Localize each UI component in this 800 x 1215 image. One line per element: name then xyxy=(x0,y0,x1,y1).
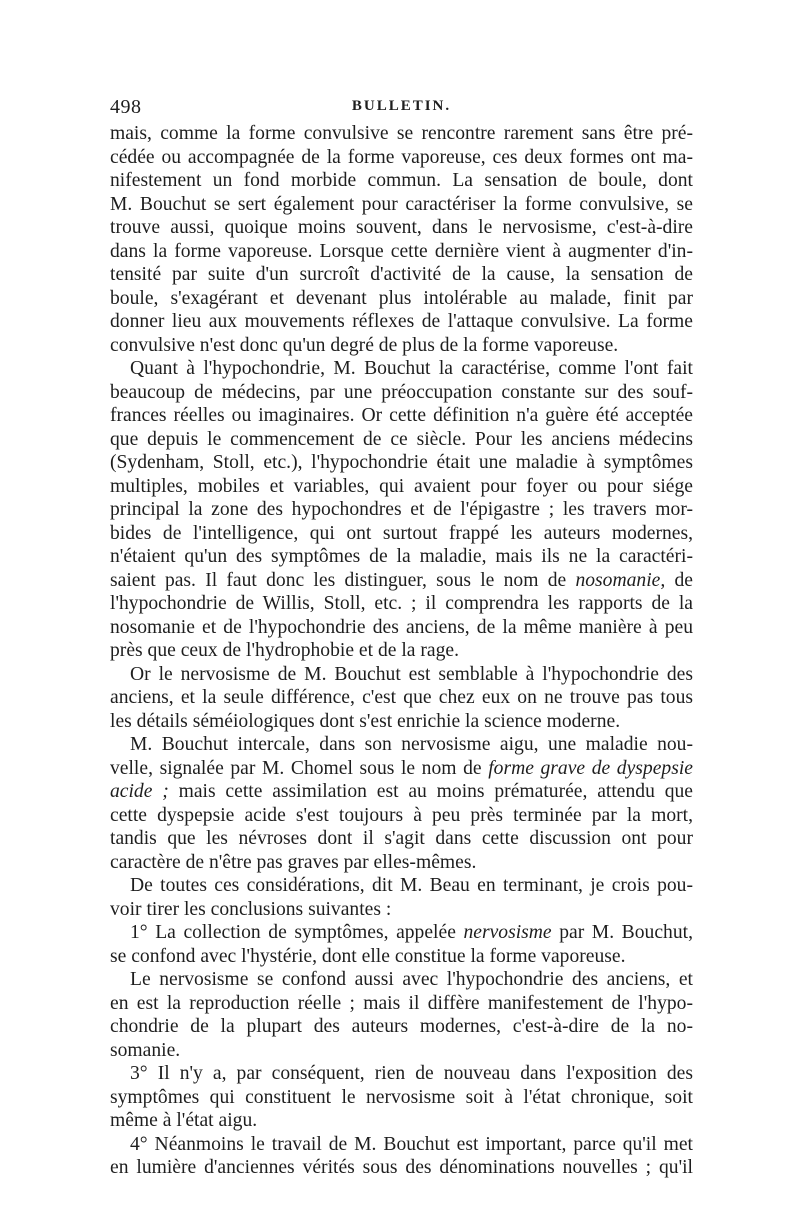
text-segment: Le nervosisme se confond aussi avec l'hypochondrie des anciens, et xyxy=(130,969,693,990)
text-line xyxy=(110,592,693,616)
text-segment: M. Bouchut se sert également pour caractériser la forme convulsive, se xyxy=(110,193,693,215)
text-segment: principal la zone des hypochondres et de l'épigastre ; les travers mor- xyxy=(110,499,693,520)
text-line xyxy=(110,945,693,969)
text-line xyxy=(110,404,693,428)
text-line xyxy=(110,1109,693,1133)
text-segment: M. Bouchut intercale, dans son nervosisme aigu, une maladie nou- xyxy=(130,734,693,755)
body-text xyxy=(110,122,693,1180)
text-segment: l'hypochondrie de Willis, Stoll, etc. ; il comprendra les rapports de la xyxy=(110,593,693,614)
text-line xyxy=(110,898,693,922)
text-segment: convulsive n'est donc qu'un degré de plus de la forme vaporeuse. xyxy=(110,334,619,356)
page-header xyxy=(110,96,693,122)
text-segment: beaucoup de médecins, par une préoccupation constante sur des souf- xyxy=(110,381,693,403)
italic-text-segment: acide ; xyxy=(110,781,169,802)
text-segment: boule, s'exagérant et devenant plus intolérable au malade, finit par xyxy=(110,287,693,309)
text-segment: donner lieu aux mouvements réflexes de l'attaque convulsive. La forme xyxy=(110,311,693,332)
text-line xyxy=(110,968,693,992)
text-segment: velle, signalée par M. Chomel sous le nom de xyxy=(110,757,489,779)
text-line xyxy=(110,428,693,452)
text-segment: anciens, et la seule différence, c'est que chez eux on ne trouve pas tous xyxy=(110,687,693,708)
italic-text-segment: nosomanie, xyxy=(575,569,666,591)
text-segment: 4° Néanmoins le travail de M. Bouchut est important, parce qu'il met xyxy=(130,1133,693,1155)
text-line xyxy=(110,1156,693,1180)
text-segment: multiples, mobiles et variables, qui avaient pour foyer ou pour siége xyxy=(110,475,693,497)
text-line xyxy=(110,310,693,334)
text-segment: De toutes ces considérations, dit M. Beau en terminant, je crois pou- xyxy=(130,875,693,896)
text-line xyxy=(110,240,693,264)
text-segment: symptômes qui constituent le nervosisme soit à l'état chronique, soit xyxy=(110,1086,693,1108)
text-line xyxy=(110,169,693,193)
text-line xyxy=(110,451,693,475)
text-line xyxy=(110,357,693,381)
text-line xyxy=(110,122,693,146)
text-segment: se confond avec l'hystérie, dont elle constitue la forme vaporeuse. xyxy=(110,945,626,967)
text-line xyxy=(110,334,693,358)
text-segment: (Sydenham, Stoll, etc.), l'hypochondrie était une maladie à symptômes xyxy=(110,452,693,473)
text-line xyxy=(110,851,693,875)
text-line xyxy=(110,1039,693,1063)
text-segment: par M. Bouchut, xyxy=(551,922,693,943)
text-segment: saient pas. Il faut donc les distinguer, sous le nom de xyxy=(110,569,576,591)
text-segment: trouve aussi, quoique moins souvent, dans le nervosisme, c'est-à-dire xyxy=(110,217,693,238)
text-segment: même à l'état aigu. xyxy=(110,1110,258,1131)
text-segment: que depuis le commencement de ce siècle. Pour les anciens médecins xyxy=(110,428,693,450)
text-line xyxy=(110,1086,693,1110)
text-line xyxy=(110,874,693,898)
text-line xyxy=(110,804,693,828)
text-segment: frances réelles ou imaginaires. Or cette définition n'a guère été acceptée xyxy=(110,405,693,426)
text-segment: tensité par suite d'un surcroît d'activité de la cause, la sensation de xyxy=(110,264,693,285)
text-line xyxy=(110,1015,693,1039)
text-line xyxy=(110,827,693,851)
text-line xyxy=(110,733,693,757)
italic-text-segment: forme grave de dyspepsie xyxy=(488,757,693,779)
text-segment: près que ceux de l'hydrophobie et de la rage. xyxy=(110,640,460,661)
text-segment: 1° La collection de symptômes, appelée xyxy=(130,922,464,943)
text-line xyxy=(110,545,693,569)
text-segment: somanie. xyxy=(110,1039,181,1061)
text-line xyxy=(110,686,693,710)
text-line xyxy=(110,216,693,240)
text-segment: dans la forme vaporeuse. Lorsque cette dernière vient à augmenter d'in- xyxy=(110,240,693,262)
text-segment: en est la reproduction réelle ; mais il diffère manifestement de l'hypo- xyxy=(110,992,693,1014)
text-line xyxy=(110,757,693,781)
text-segment: 3° Il n'y a, par conséquent, rien de nouveau dans l'exposition des xyxy=(130,1063,693,1084)
text-line xyxy=(110,1133,693,1157)
page-number: 498 xyxy=(110,96,142,118)
text-line xyxy=(110,193,693,217)
text-segment: n'étaient qu'un des symptômes de la maladie, mais ils ne la caractéri- xyxy=(110,546,693,567)
text-segment: cette dyspepsie acide s'est toujours à peu près terminée par la mort, xyxy=(110,804,693,826)
text-line xyxy=(110,146,693,170)
text-line xyxy=(110,475,693,499)
text-line xyxy=(110,992,693,1016)
text-segment: en lumière d'anciennes vérités sous des dénominations nouvelles ; qu'il xyxy=(110,1157,693,1178)
text-segment: tandis que les névroses dont il s'agit dans cette discussion ont pour xyxy=(110,828,693,849)
text-line xyxy=(110,1062,693,1086)
italic-text-segment: nervosisme xyxy=(463,922,552,943)
text-line xyxy=(110,663,693,687)
text-line xyxy=(110,287,693,311)
text-segment: les détails séméiologiques dont s'est enrichie la science moderne. xyxy=(110,710,621,732)
text-segment: caractère de n'être pas graves par elles-mêmes. xyxy=(110,851,477,873)
text-segment: mais cette assimilation est au moins prématurée, attendu que xyxy=(168,781,693,802)
text-segment: Quant à l'hypochondrie, M. Bouchut la caractérise, comme l'ont fait xyxy=(130,358,693,379)
text-segment: chondrie de la plupart des auteurs modernes, c'est-à-dire de la no- xyxy=(110,1016,693,1037)
text-segment: bides de l'intelligence, qui ont surtout frappé les auteurs modernes, xyxy=(110,522,693,544)
text-segment: nosomanie et de l'hypochondrie des anciens, de la même manière à peu xyxy=(110,616,693,638)
text-segment: cédée ou accompagnée de la forme vaporeuse, ces deux formes ont ma- xyxy=(110,146,693,168)
text-segment: nifestement un fond morbide commun. La sensation de boule, dont xyxy=(110,170,693,191)
text-segment: de xyxy=(665,569,693,591)
text-line xyxy=(110,710,693,734)
text-line xyxy=(110,263,693,287)
text-line xyxy=(110,522,693,546)
text-segment: voir tirer les conclusions suivantes : xyxy=(110,898,392,920)
text-line xyxy=(110,498,693,522)
text-line xyxy=(110,921,693,945)
text-segment: mais, comme la forme convulsive se rencontre rarement sans être pré- xyxy=(110,123,693,144)
text-line xyxy=(110,381,693,405)
text-line xyxy=(110,569,693,593)
text-line xyxy=(110,639,693,663)
running-title: BULLETIN. xyxy=(351,98,452,114)
text-line xyxy=(110,616,693,640)
text-segment: Or le nervosisme de M. Bouchut est semblable à l'hypochondrie des xyxy=(130,663,693,685)
text-line xyxy=(110,780,693,804)
